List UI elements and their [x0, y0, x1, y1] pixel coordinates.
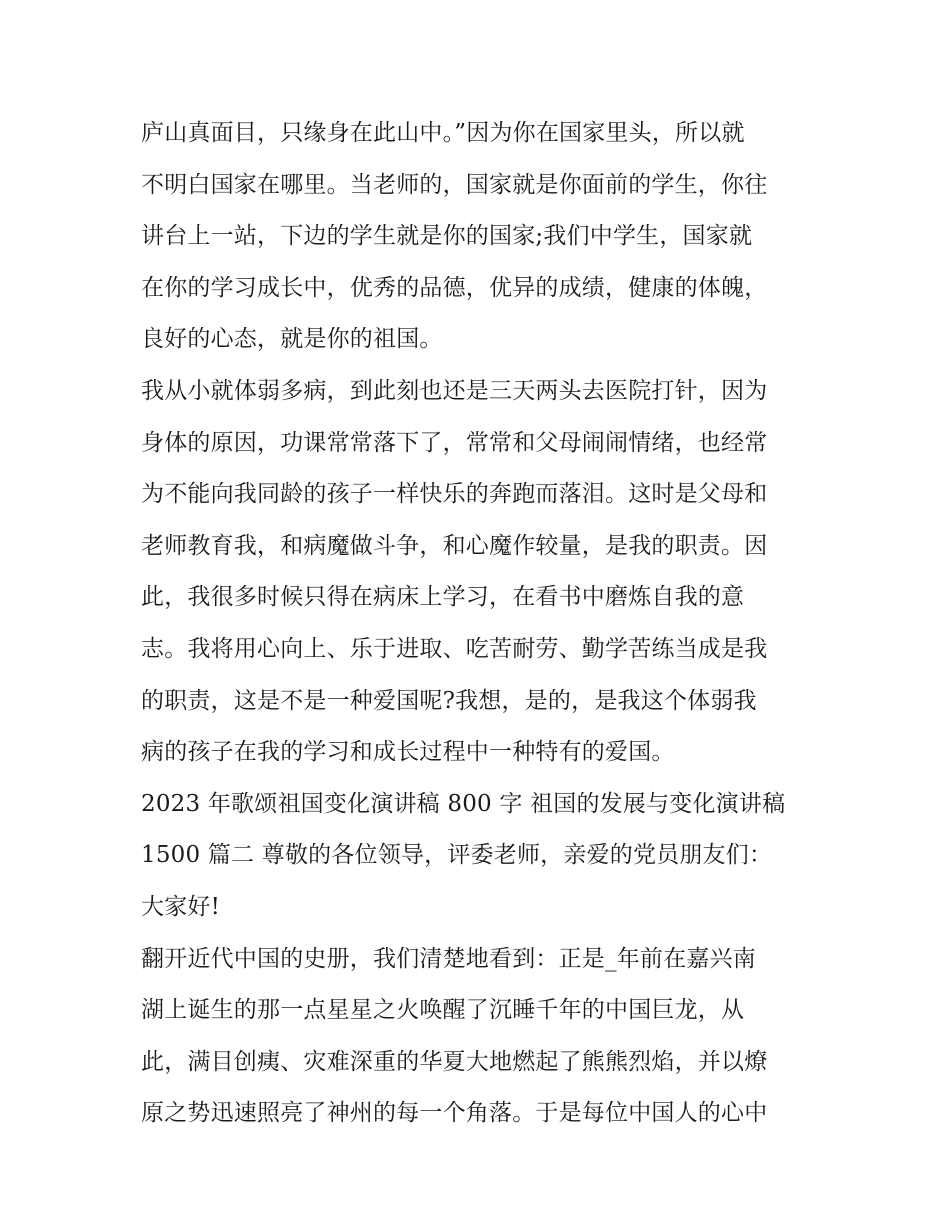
text-line: 湖上诞生的那一点星星之火唤醒了沉睡千年的中国巨龙，从 [141, 997, 745, 1024]
heading-line: 2023 年歌颂祖国变化演讲稿 800 字 祖国的发展与变化演讲稿 [141, 790, 786, 817]
text-line: 老师教育我，和病魔做斗争，和心魔作较量，是我的职责。因 [141, 532, 768, 559]
text-line: 病的孩子在我的学习和成长过程中一种特有的爱国。 [141, 739, 675, 766]
text-line: 翻开近代中国的史册，我们清楚地看到：正是_年前在嘉兴南 [141, 945, 756, 972]
text-line: 志。我将用心向上、乐于进取、吃苦耐劳、勤学苦练当成是我 [141, 635, 768, 662]
text-line: 为不能向我同龄的孩子一样快乐的奔跑而落泪。这时是父母和 [141, 481, 768, 508]
text-line: 不明白国家在哪里。当老师的，国家就是你面前的学生，你往 [141, 171, 768, 198]
document-body [141, 108, 821, 1140]
text-line: 此，我很多时候只得在病床上学习，在看书中磨炼自我的意 [141, 584, 745, 611]
greeting-line: 大家好! [141, 893, 221, 920]
text-line: 庐山真面目，只缘身在此山中。”因为你在国家里头，所以就 [141, 120, 745, 146]
heading-line: 1500 篇二 尊敬的各位领导，评委老师，亲爱的党员朋友们： [141, 842, 773, 869]
text-line: 的职责，这是不是一种爱国呢?我想，是的，是我这个体弱我 [141, 687, 757, 714]
text-line: 身体的原因，功课常常落下了，常常和父母闹闹情绪，也经常 [141, 429, 768, 456]
text-line: 讲台上一站，下边的学生就是你的国家;我们中学生，国家就 [141, 223, 753, 250]
text-line: 我从小就体弱多病，到此刻也还是三天两头去医院打针，因为 [141, 377, 768, 404]
text-line: 良好的心态，就是你的祖国。 [141, 326, 443, 353]
text-line: 在你的学习成长中，优秀的品德，优异的成绩，健康的体魄， [141, 274, 768, 301]
text-line: 此，满目创痍、灾难深重的华夏大地燃起了熊熊烈焰，并以燎 [141, 1048, 768, 1075]
text-line: 原之势迅速照亮了神州的每一个角落。于是每位中国人的心中 [141, 1100, 768, 1127]
